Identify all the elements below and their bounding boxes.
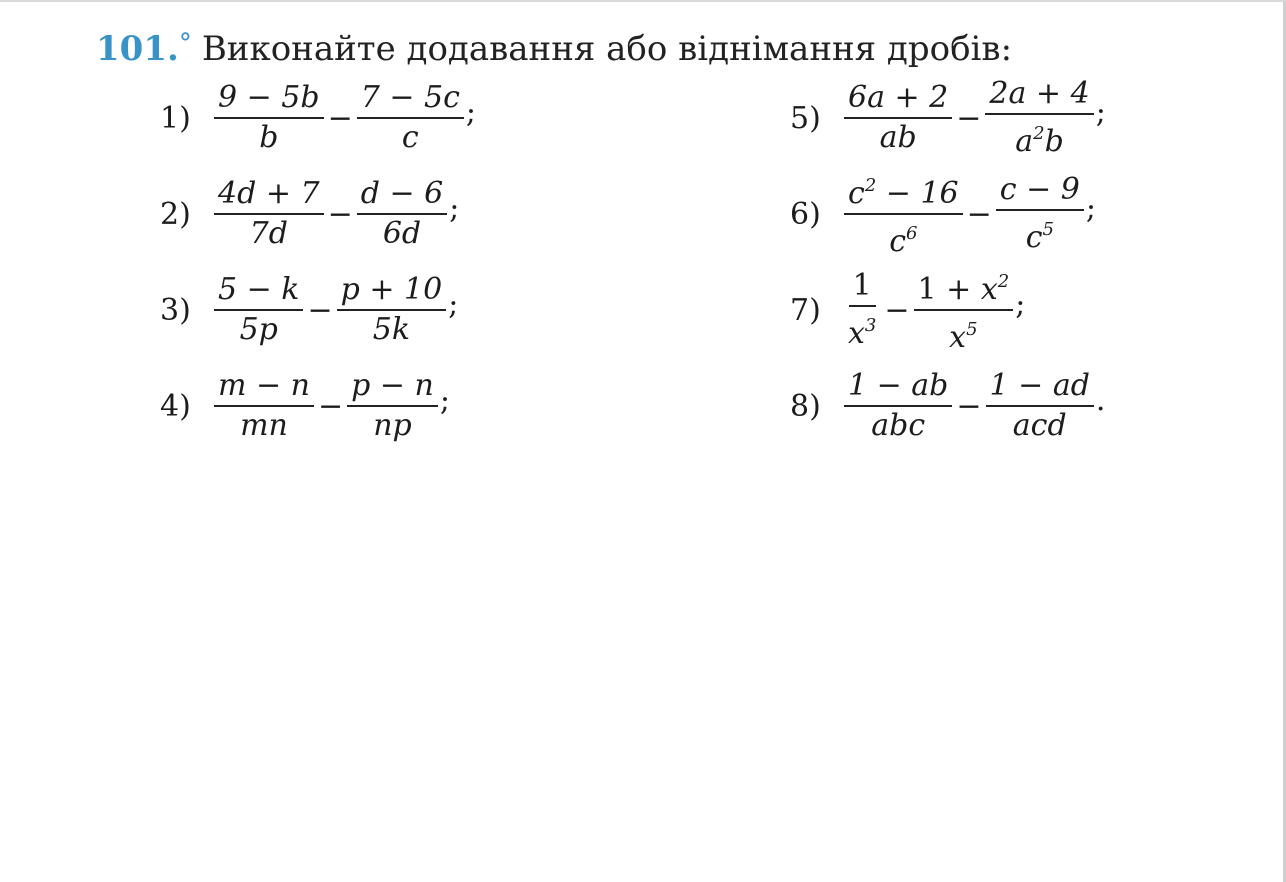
problem-label: 2): [160, 196, 191, 232]
denominator: np: [373, 408, 412, 443]
denominator: mn: [240, 408, 288, 443]
fraction: [996, 173, 1084, 255]
denominator: ab: [879, 120, 917, 155]
problem-5: [790, 78, 1106, 158]
numerator: 2a + 4: [985, 77, 1093, 115]
minus-sign: −: [327, 196, 353, 232]
fraction: [844, 269, 880, 351]
fraction: [844, 169, 963, 259]
fraction: [214, 81, 324, 155]
fraction: [214, 177, 324, 251]
minus-sign: −: [327, 100, 353, 136]
fraction: [844, 369, 952, 443]
problem-7: [790, 268, 1026, 355]
punctuation: ;: [449, 190, 460, 226]
problem-label: 6): [790, 196, 821, 232]
factor: b: [1044, 124, 1064, 159]
problem-2: [160, 174, 459, 254]
exercise-number: 101.: [96, 29, 179, 69]
base: c: [848, 176, 865, 211]
base: x: [949, 320, 967, 355]
numerator: 1 − ab: [844, 369, 952, 407]
fraction: [985, 77, 1093, 159]
fraction: [914, 265, 1014, 355]
numerator: p − n: [347, 369, 438, 407]
base: x: [848, 316, 865, 351]
problem-3: [160, 270, 458, 350]
exponent: 6: [906, 223, 918, 244]
denominator: 7d: [249, 216, 288, 251]
problem-1: [160, 78, 476, 158]
numerator: 5 − k: [214, 273, 303, 311]
denominator: 6d: [382, 216, 422, 251]
exponent: 2: [864, 175, 877, 196]
punctuation: .: [1095, 382, 1106, 418]
punctuation: ;: [465, 94, 477, 130]
minus-sign: −: [966, 196, 992, 232]
numerator: 4d + 7: [214, 177, 324, 215]
denominator: [945, 311, 981, 355]
problem-8: [790, 366, 1105, 446]
fraction: [357, 81, 464, 155]
exponent: 2: [1033, 123, 1045, 144]
denominator: [885, 215, 921, 259]
base: c: [1025, 220, 1043, 255]
fraction: [357, 177, 448, 251]
exponent: 2: [997, 271, 1010, 292]
denominator: [844, 307, 880, 351]
fraction: [347, 369, 438, 443]
numerator: [914, 265, 1014, 311]
term: 1 +: [917, 272, 981, 307]
fraction: [214, 273, 303, 347]
problem-4: [160, 366, 450, 446]
term: − 16: [876, 176, 959, 211]
exponent: 5: [966, 319, 978, 340]
problem-label: 4): [160, 388, 191, 424]
exponent: 5: [1042, 219, 1054, 240]
degree-mark: °: [178, 29, 192, 59]
numerator: 1 − ad: [986, 369, 1094, 407]
punctuation: ;: [1085, 190, 1097, 226]
numerator: 7 − 5c: [357, 81, 464, 119]
numerator: p + 10: [337, 273, 447, 311]
numerator: [844, 169, 963, 215]
problem-6: [790, 172, 1097, 259]
minus-sign: −: [884, 292, 910, 328]
denominator: 5p: [239, 312, 278, 347]
base: a: [1015, 124, 1034, 159]
punctuation: ;: [448, 286, 459, 322]
denominator: [1022, 211, 1058, 255]
punctuation: ;: [1095, 94, 1106, 130]
minus-sign: −: [956, 100, 982, 136]
numerator: m − n: [214, 369, 314, 407]
punctuation: ;: [1015, 286, 1026, 322]
denominator: b: [259, 120, 279, 155]
numerator: 1: [849, 269, 876, 307]
numerator: 9 − 5b: [214, 81, 324, 119]
problem-label: 7): [790, 292, 821, 328]
problem-label: 3): [160, 292, 191, 328]
exercise-header: [96, 22, 1012, 71]
problem-label: 5): [790, 100, 821, 136]
numerator: c − 9: [996, 173, 1084, 211]
denominator: acd: [1012, 408, 1067, 443]
denominator: abc: [871, 408, 926, 443]
base: x: [980, 272, 998, 307]
problem-label: 8): [790, 388, 821, 424]
exponent: 3: [864, 315, 877, 336]
fraction: [844, 81, 952, 155]
fraction: [214, 369, 314, 443]
minus-sign: −: [307, 292, 333, 328]
denominator: [1011, 115, 1068, 159]
base: c: [889, 224, 906, 259]
punctuation: ;: [439, 382, 450, 418]
minus-sign: −: [956, 388, 982, 424]
fraction: [337, 273, 447, 347]
exercise-title: Виконайте додавання або віднімання дробів:: [201, 29, 1013, 69]
denominator: 5k: [372, 312, 411, 347]
problem-label: 1): [160, 100, 191, 136]
numerator: d − 6: [357, 177, 448, 215]
numerator: 6a + 2: [844, 81, 952, 119]
denominator: c: [401, 120, 419, 155]
fraction: [986, 369, 1094, 443]
minus-sign: −: [317, 388, 344, 424]
